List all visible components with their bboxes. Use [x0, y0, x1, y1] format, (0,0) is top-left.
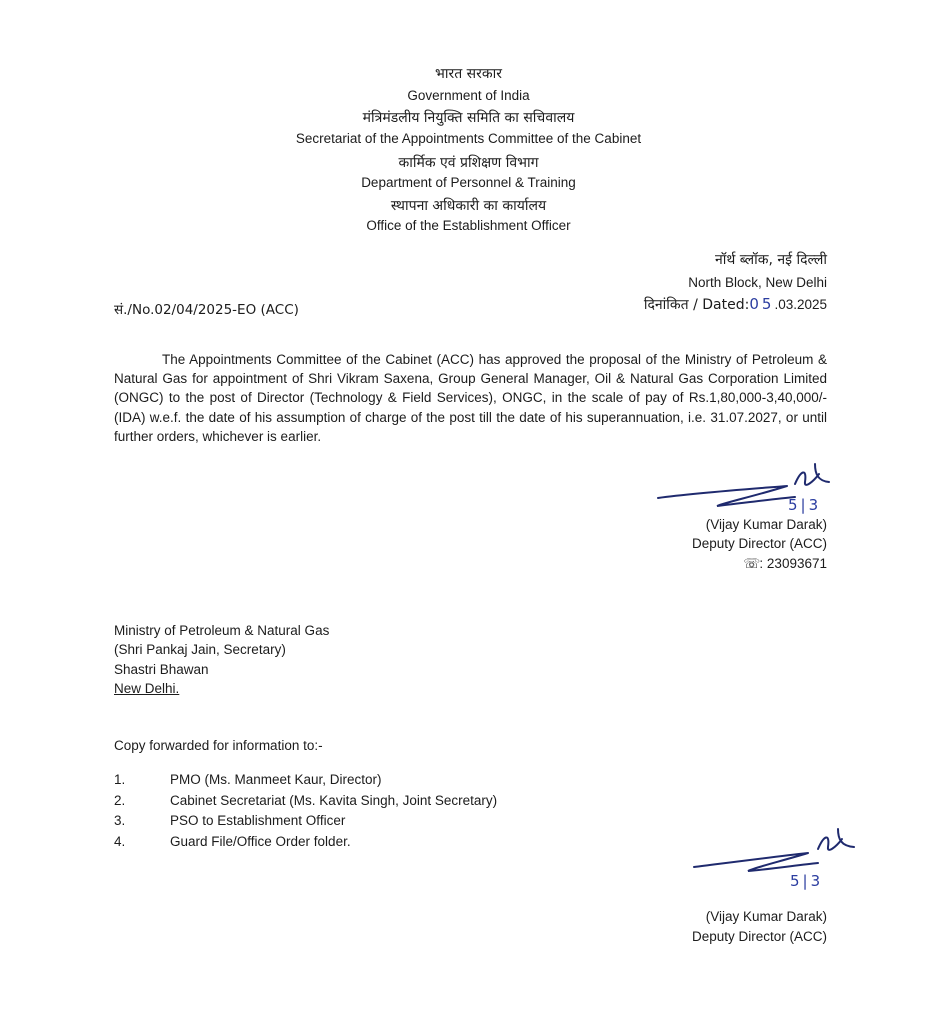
reference-number: सं./No.02/04/2025-EO (ACC) — [114, 302, 299, 318]
dated-month-year: .03.2025 — [774, 297, 827, 312]
dated-line — [644, 295, 827, 314]
copy-item-text: Guard File/Office Order folder. — [170, 834, 351, 849]
header-hindi-office: स्थापना अधिकारी का कार्यालय — [390, 198, 547, 214]
signatory-1-phone: ☏: 23093671 — [743, 556, 827, 571]
address-english: North Block, New Delhi — [688, 275, 827, 290]
copy-item-text: Cabinet Secretariat (Ms. Kavita Singh, Joint Secretary) — [170, 793, 498, 808]
order-body-paragraph: The Appointments Committee of the Cabinet (ACC) has approved the proposal of the Ministry of Petroleum & Natural Gas for appointment of Shri Vikram Saxena, Group General Manager, Oil & Natural Gas Corporation Limited (ONGC) to the post of Director (Technology & Field Services), ONGC, in the scale of pay of Rs.1,80,000-3,40,000/- (IDA) w.e.f. the date of his assumption of charge of the post till the date of his superannuation, i.e. 31.07.2027, or until further orders, whichever is earlier. — [114, 352, 827, 444]
signatory-2-name: (Vijay Kumar Darak) — [705, 909, 827, 924]
signatory-1-designation: Deputy Director (ACC) — [691, 536, 827, 551]
signatory-1-name: (Vijay Kumar Darak) — [705, 517, 827, 532]
copy-item-text: PSO to Establishment Officer — [170, 813, 346, 828]
copy-item-num: 2. — [114, 793, 126, 808]
copy-item-num: 1. — [114, 772, 126, 787]
header-hindi-secretariat: मंत्रिमंडलीय नियुक्ति समिति का सचिवालय — [362, 110, 575, 126]
addressee-building: Shastri Bhawan — [114, 662, 209, 677]
header-hindi-dept: कार्मिक एवं प्रशिक्षण विभाग — [398, 155, 539, 171]
copy-item-num: 4. — [114, 834, 126, 849]
addressee-ministry: Ministry of Petroleum & Natural Gas — [114, 623, 330, 638]
signature-1-date: 5|3 — [788, 496, 822, 514]
header-govt: Government of India — [407, 88, 530, 103]
addressee-city: New Delhi. — [114, 681, 180, 696]
signatory-2-designation: Deputy Director (ACC) — [691, 929, 827, 944]
header-secretariat: Secretariat of the Appointments Committee of the Cabinet — [295, 131, 642, 146]
telephone-icon: ☏ — [743, 556, 761, 571]
signature-2-date: 5|3 — [790, 872, 824, 890]
copy-item-num: 3. — [114, 813, 126, 828]
copy-heading: Copy forwarded for information to:- — [114, 738, 323, 753]
header-hindi-govt: भारत सरकार — [435, 66, 502, 82]
signature-2-icon — [690, 823, 860, 883]
copy-item-text: PMO (Ms. Manmeet Kaur, Director) — [170, 772, 382, 787]
header-dept: Department of Personnel & Training — [361, 175, 576, 190]
addressee-person: (Shri Pankaj Jain, Secretary) — [114, 642, 286, 657]
dated-handwritten-day: 05 — [749, 295, 775, 313]
dated-label: दिनांकित / Dated: — [643, 297, 750, 313]
address-hindi: नॉर्थ ब्लॉक, नई दिल्ली — [714, 252, 827, 268]
header-office: Office of the Establishment Officer — [366, 218, 571, 233]
